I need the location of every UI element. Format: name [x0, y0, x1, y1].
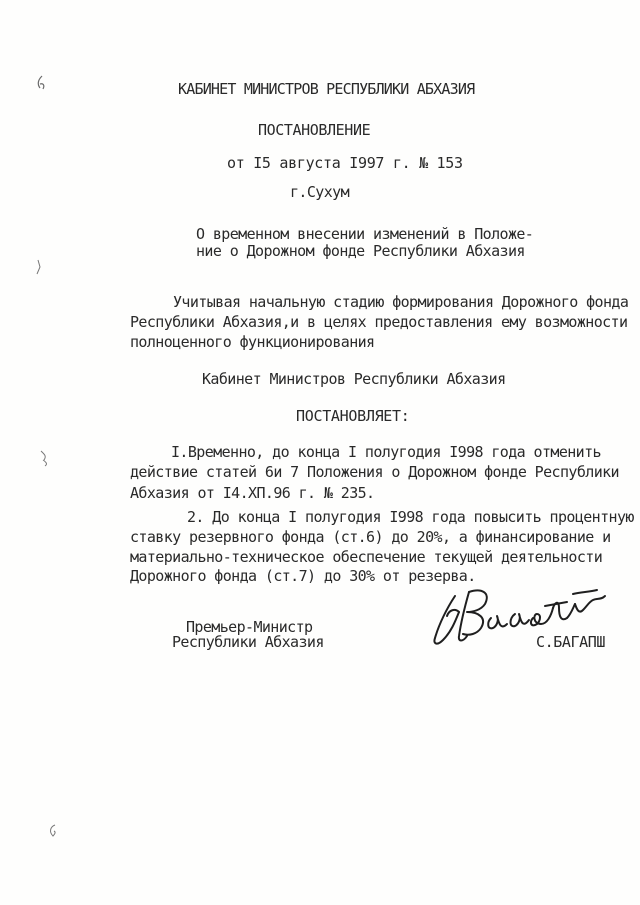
margin-mark-lower — [38, 448, 52, 468]
signatory-title: Премьер-Министр — [186, 618, 313, 636]
subject-line: ние о Дорожном фонде Республики Абхазия — [196, 242, 525, 260]
item-2-line: материально-техническое обеспечение текущей деятельности — [130, 548, 603, 566]
document-type: ПОСТАНОВЛЕНИЕ — [258, 121, 371, 139]
margin-mark-bottom — [46, 822, 60, 840]
cabinet-header: КАБИНЕТ МИНИСТРОВ РЕСПУБЛИКИ АБХАЗИЯ — [178, 80, 475, 98]
cabinet-line: Кабинет Министров Республики Абхазия — [202, 370, 506, 388]
item-2-line: Дорожного фонда (ст.7) до 30% от резерва. — [130, 567, 476, 585]
signatory-name: С.БАГАПШ — [536, 633, 606, 651]
preamble-line: Учитывая начальную стадию формирования Дорожного фонда — [173, 293, 629, 311]
signatory-title: Республики Абхазия — [172, 633, 324, 651]
margin-mark-middle — [34, 258, 44, 276]
item-1-line: действие статей 6и 7 Положения о Дорожном фонде Республики — [130, 463, 619, 481]
item-2-line: ставку резервного фонда (ст.6) до 20%, а финансирование и — [130, 528, 611, 546]
preamble-line: Республики Абхазия,и в целях предоставления ему возможности — [130, 313, 628, 331]
margin-mark-top — [34, 74, 50, 96]
resolves-heading: ПОСТАНОВЛЯЕТ: — [296, 407, 410, 425]
document-city: г.Сухум — [290, 183, 350, 201]
item-2-line: 2. До конца I полугодия I998 года повысить процентную — [187, 508, 634, 526]
item-1-line: Абхазия от I4.ХП.96 г. № 235. — [130, 484, 375, 502]
preamble-line: полноценного функционирования — [130, 333, 375, 351]
item-1-line: I.Временно, до конца I полугодия I998 года отменить — [171, 443, 601, 461]
subject-line: О временном внесении изменений в Положе- — [196, 225, 534, 243]
document-date: от I5 августа I997 г. № 153 — [227, 154, 463, 172]
